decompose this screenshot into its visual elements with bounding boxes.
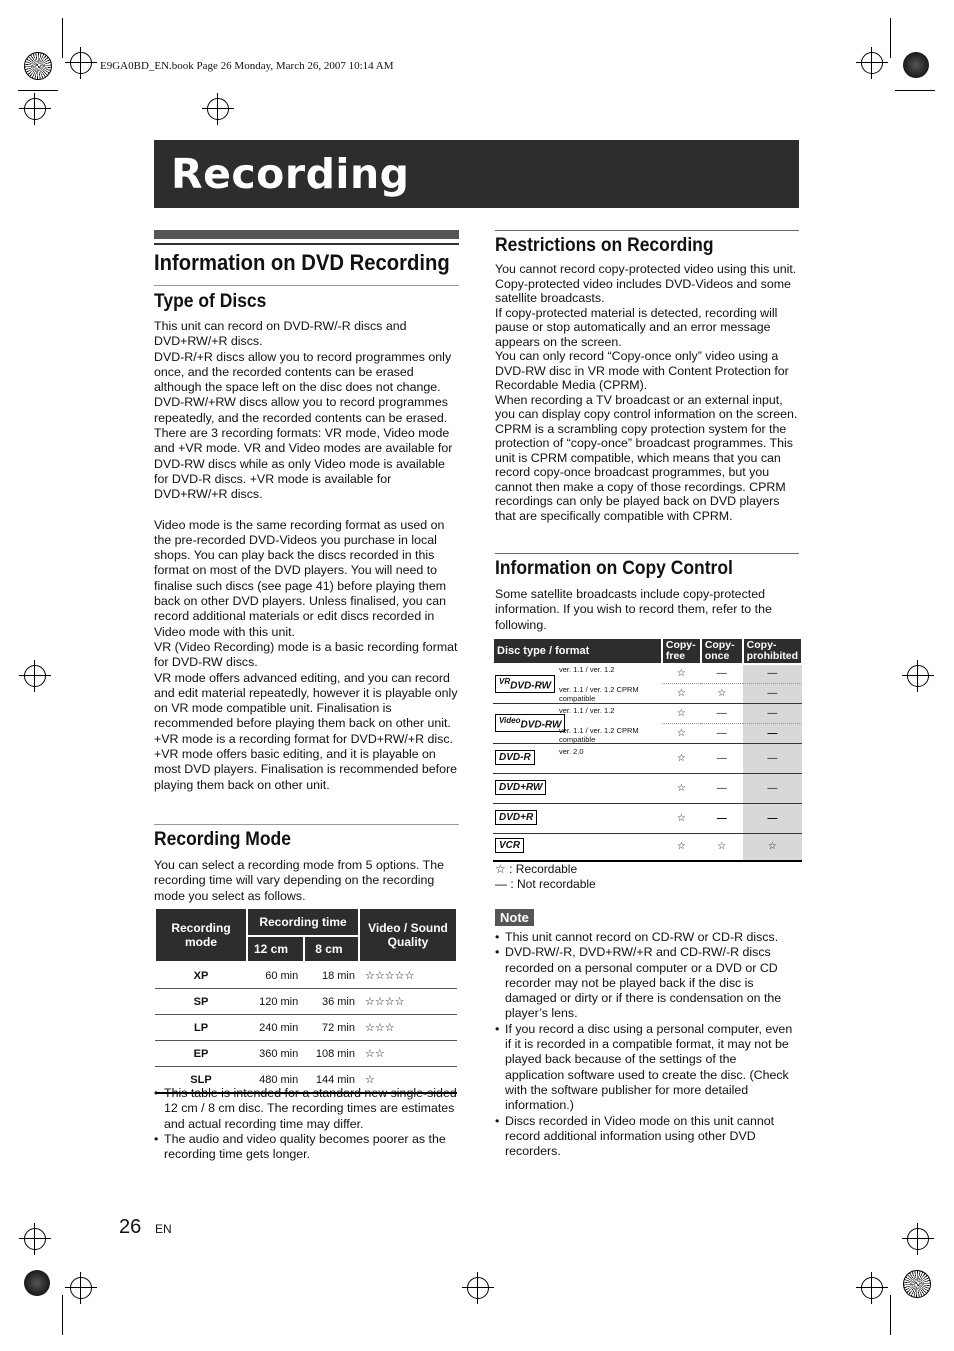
time-12-cell: 240 min <box>247 1015 304 1041</box>
mode-cell: LP <box>155 1015 247 1041</box>
header-copy-once: Copy-once <box>701 638 743 664</box>
registration-seal <box>903 52 929 78</box>
copy-free-cell: ☆ <box>662 683 701 703</box>
copy-control-heading: Information on Copy Control <box>495 558 733 579</box>
copy-once-cell: ☆ <box>701 833 743 861</box>
note-item: • This unit cannot record on CD-RW or CD-R discs. <box>495 930 799 945</box>
note-item: • If you record a disc using a personal computer, even if it is recorded in a compatible format, it may not be played back because of the settings of the application software used to create the disc. (Check with the software publisher for more detailed information.) <box>495 1022 799 1114</box>
mode-cell: EP <box>155 1041 247 1067</box>
header-disc-type: Disc type / format <box>493 638 662 664</box>
dvd-r-logo: DVD-R <box>495 750 535 765</box>
copy-control-legend <box>495 862 596 892</box>
quality-stars: ☆☆☆☆☆ <box>359 962 457 989</box>
version-label: ver. 1.1 / ver. 1.2 CPRM compatible <box>559 725 639 744</box>
table-row <box>493 703 802 723</box>
recording-mode-notes <box>154 1086 459 1162</box>
copy-prohibited-cell: — <box>743 743 802 773</box>
header-8cm: 8 cm <box>304 936 359 962</box>
quality-stars: ☆☆☆ <box>359 1015 457 1041</box>
note-item: • DVD-RW/-R, DVD+RW/+R and CD-RW/-R discs recorded on a personal computer or a DVD or CD recorder may not be played back if the disc is damaged or dirty or if there is condensation on the player’s lens. <box>495 945 799 1021</box>
registration-mark <box>861 1277 883 1299</box>
restrictions-heading: Restrictions on Recording <box>495 235 714 256</box>
copy-free-cell: ☆ <box>662 773 701 803</box>
time-8-cell: 18 min <box>304 962 359 989</box>
version-label: ver. 2.0 <box>559 746 584 756</box>
registration-seal <box>24 52 52 80</box>
table-row <box>493 743 802 773</box>
registration-seal <box>24 1270 50 1296</box>
copy-prohibited-cell: ☆ <box>743 833 802 861</box>
table-row <box>493 803 802 833</box>
registration-mark <box>907 1228 929 1250</box>
paragraph: If copy-protected material is detected, recording will pause or stop automatically and an error message appears on the screen. <box>495 305 778 349</box>
paragraph: VR (Video Recording) mode is a basic recording format for DVD-RW discs. <box>154 639 458 670</box>
copy-free-cell: ☆ <box>662 803 701 833</box>
dvd-plus-rw-logo: DVD+RW <box>495 780 546 795</box>
table-row <box>493 773 802 803</box>
header-copy-free: Copy-free <box>662 638 701 664</box>
header-12cm: 12 cm <box>247 936 304 962</box>
time-12-cell: 60 min <box>247 962 304 989</box>
table-row <box>493 664 802 683</box>
section-title: Information on DVD Recording <box>154 250 450 275</box>
dvd-plus-r-logo: DVD+R <box>495 810 537 825</box>
mode-cell: XP <box>155 962 247 989</box>
page-title: Recording <box>171 150 410 198</box>
dvd-rw-logo: $^{VR}$DVD-RW <box>495 675 555 693</box>
registration-mark <box>467 1277 489 1299</box>
copy-prohibited-cell: — <box>743 664 802 683</box>
copy-once-cell: — <box>701 743 743 773</box>
copy-prohibited-cell: — <box>743 703 802 723</box>
copy-free-cell: ☆ <box>662 743 701 773</box>
legend-item: ☆ : Recordable <box>495 862 578 876</box>
header-recording-mode: Recording mode <box>155 908 247 962</box>
table-row <box>493 833 802 861</box>
copy-prohibited-cell: — <box>743 683 802 703</box>
paragraph: There are 3 recording formats: VR mode, Video mode and +VR mode. VR and Video modes are available for DVD-RW discs while as only Video mode is available for DVD-R discs. +VR mode is available for DVD+RW/+R discs. <box>154 426 453 502</box>
copy-once-cell: — <box>701 803 743 833</box>
recording-mode-intro: You can select a recording mode from 5 options. The recording time will vary depending on the recording mode you select as follows. <box>154 858 444 903</box>
copy-prohibited-cell: — <box>743 803 802 833</box>
registration-mark <box>907 665 929 687</box>
copy-prohibited-cell: — <box>743 723 802 743</box>
note-label: Note <box>495 909 534 926</box>
registration-mark <box>24 665 46 687</box>
time-8-cell: 144 min <box>304 1067 359 1094</box>
type-of-discs-body <box>154 319 459 793</box>
paragraph: DVD-RW/+RW discs allow you to record programmes repeatedly, and the recorded contents can be erased. <box>154 395 448 425</box>
copy-once-cell: — <box>701 703 743 723</box>
note-list <box>495 930 799 1159</box>
paragraph: +VR mode is a recording format for DVD+RW/+R disc. +VR mode offers basic editing, and it is playable on most DVD players. Finalisation is recommended before playing them back on other unit. <box>154 731 458 792</box>
section-bar <box>154 230 459 239</box>
page-number: 26 <box>119 1216 142 1238</box>
quality-stars: ☆☆ <box>359 1041 457 1067</box>
paragraph: CPRM is a scrambling copy protection system for the protection of “copy-once” broadcast programmes. This unit is CPRM compatible, which means that you can record copy-once broadcast programmes, but you cannot then make a copy of those recordings. CPRM recordings can only be played back on DVD players that are specifically compatible with CPRM. <box>495 421 793 523</box>
paragraph: You can only record “Copy-once only” video using a DVD-RW disc in VR mode with Content Protection for Recordable Media (CPRM). <box>495 349 789 392</box>
copy-once-cell: — <box>701 773 743 803</box>
time-12-cell: 360 min <box>247 1041 304 1067</box>
time-12-cell: 480 min <box>247 1067 304 1094</box>
registration-seal <box>903 1270 931 1298</box>
paragraph: This unit can record on DVD-RW/-R discs and DVD+RW/+R discs. <box>154 319 407 349</box>
title-banner <box>154 140 799 208</box>
table-row <box>155 1015 457 1041</box>
copy-once-cell: — <box>701 723 743 743</box>
quality-stars: ☆☆☆☆ <box>359 989 457 1015</box>
copy-once-cell: — <box>701 664 743 683</box>
legend-item: — : Not recordable <box>495 877 596 891</box>
copy-free-cell: ☆ <box>662 703 701 723</box>
table-row <box>155 989 457 1015</box>
copy-prohibited-cell: — <box>743 773 802 803</box>
copy-control-table <box>492 637 803 862</box>
registration-mark <box>24 1228 46 1250</box>
recording-mode-heading: Recording Mode <box>154 829 291 850</box>
paragraph: When recording a TV broadcast or an external input, you can display copy control information on the screen. <box>495 392 798 421</box>
table-row <box>155 1041 457 1067</box>
copy-once-cell: ☆ <box>701 683 743 703</box>
header-quality: Video / Sound Quality <box>359 908 457 962</box>
quality-stars: ☆ <box>359 1067 457 1094</box>
note-item: • This table is intended for a standard new single-sided 12 cm / 8 cm disc. The recording times are estimates and actual recording time may differ. <box>154 1086 459 1132</box>
version-label: ver. 1.1 / ver. 1.2 <box>559 705 615 715</box>
copy-free-cell: ☆ <box>662 723 701 743</box>
registration-mark <box>70 1277 92 1299</box>
copy-free-cell: ☆ <box>662 833 701 861</box>
paragraph: VR mode offers advanced editing, and you can record and edit material repeatedly, however it is playable only on VR mode compatible unit. Finalisation is recommended before playing them back on other unit. <box>154 670 458 731</box>
paragraph: DVD-R/+R discs allow you to record programmes only once, and the recorded contents can be erased although the space left on the disc does not change. <box>154 349 452 395</box>
dvd-rw-video-logo: $^{Video}$DVD-RW <box>495 714 565 732</box>
star-icon: ☆ <box>495 862 506 876</box>
language-code: EN <box>155 1222 172 1236</box>
note-item: • Discs recorded in Video mode on this unit cannot record additional information using other DVD recorders. <box>495 1114 799 1160</box>
registration-mark <box>70 52 92 74</box>
registration-mark <box>207 98 229 120</box>
copy-control-intro: Some satellite broadcasts include copy-protected information. If you wish to record them, refer to the following. <box>495 587 772 632</box>
file-info-line: E9GA0BD_EN.book Page 26 Monday, March 26, 2007 10:14 AM <box>100 60 394 72</box>
registration-mark <box>24 98 46 120</box>
time-8-cell: 36 min <box>304 989 359 1015</box>
time-12-cell: 120 min <box>247 989 304 1015</box>
version-label: ver. 1.1 / ver. 1.2 <box>559 665 615 674</box>
mode-cell: SLP <box>155 1067 247 1094</box>
paragraph: Video mode is the same recording format as used on the pre-recorded DVD-Videos you purchase in local shops. You can play back the discs recorded in this format on most of the DVD players. You will need to finalise such discs (see page 41) before playing them back on other DVD players. Unless finalised, you can record additional materials or edit discs recorded in Video mode with this unit. <box>154 517 447 639</box>
vcr-logo: VCR <box>495 838 524 853</box>
time-8-cell: 72 min <box>304 1015 359 1041</box>
version-label: ver. 1.1 / ver. 1.2 CPRM compatible <box>559 685 639 703</box>
dash-icon: — <box>495 877 507 891</box>
header-copy-prohibited: Copy-prohibited <box>743 638 802 664</box>
registration-mark <box>861 52 883 74</box>
mode-cell: SP <box>155 989 247 1015</box>
paragraph: You cannot record copy-protected video using this unit. Copy-protected video includes DVD-Videos and some satellite broadcasts. <box>495 262 797 305</box>
recording-mode-table <box>154 907 458 1094</box>
note-item: • The audio and video quality becomes poorer as the recording time gets longer. <box>154 1132 459 1163</box>
restrictions-body <box>495 262 799 523</box>
type-of-discs-heading: Type of Discs <box>154 291 267 312</box>
time-8-cell: 108 min <box>304 1041 359 1067</box>
copy-free-cell: ☆ <box>662 664 701 683</box>
table-row <box>155 962 457 989</box>
header-recording-time: Recording time <box>247 908 359 936</box>
